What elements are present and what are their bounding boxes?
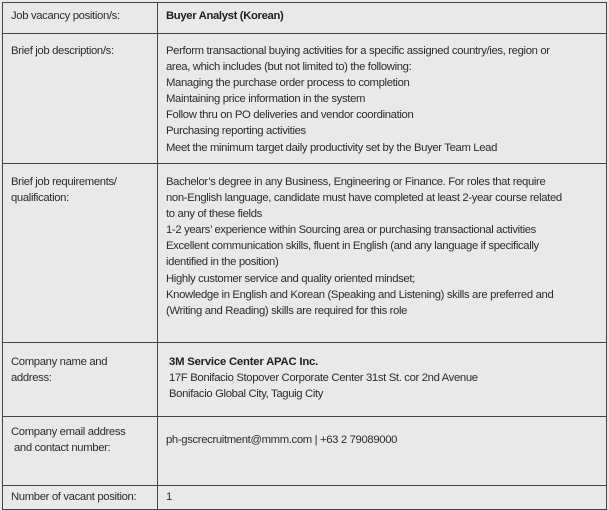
table-row-description [3, 34, 607, 164]
description-line: Follow thru on PO deliveries and vendor coordination [166, 109, 414, 122]
requirements-line: Excellent communication skills, fluent in English (and any language if specifically [166, 240, 539, 253]
contact-value: ph-gscrecruitment@mmm.com | +63 2 79089000 [158, 417, 607, 486]
description-line: Maintaining price information in the system [166, 93, 366, 106]
description-line: area, which includes (but not limited to) the following: [166, 61, 412, 74]
description-line: Meet the minimum target daily productivity set by the Buyer Team Lead [166, 141, 498, 154]
requirements-line: identified in the position) [166, 256, 279, 269]
table-row-position [3, 3, 607, 34]
description-line: Perform transactional buying activities for a specific assigned country/ies, region or [166, 45, 550, 57]
table-row-vacancies [3, 486, 607, 510]
description-value [158, 34, 607, 164]
requirements-line: Bachelor’s degree in any Business, Engineering or Finance. For roles that require [166, 176, 546, 188]
company-value [158, 343, 607, 417]
description-line: Purchasing reporting activities [166, 125, 306, 138]
requirements-label-line: Brief job requirements/ [11, 176, 117, 188]
table-row-requirements [3, 164, 607, 343]
description-line: Managing the purchase order process to completion [166, 77, 410, 90]
company-name: 3M Service Center APAC Inc. [169, 356, 319, 368]
contact-label-line: Company email address [11, 426, 126, 438]
position-label: Job vacancy position/s: [3, 3, 158, 34]
company-label: Company name and address: [3, 343, 158, 417]
requirements-line: Knowledge in English and Korean (Speaking and Listening) skills are preferred and [166, 288, 554, 301]
requirements-line: Highly customer service and quality oriented mindset; [166, 272, 415, 285]
requirements-line: 1-2 years’ experience within Sourcing area or purchasing transactional activities [166, 224, 536, 237]
requirements-label [3, 164, 158, 343]
requirements-value [158, 164, 607, 343]
vacancies-label: Number of vacant position: [3, 486, 158, 510]
description-label: Brief job description/s: [3, 34, 158, 164]
contact-label-line: and contact number: [14, 442, 111, 455]
vacancies-value: 1 [158, 486, 607, 510]
table-row-company [3, 343, 607, 417]
contact-label [3, 417, 158, 486]
requirements-label-line: qualification: [11, 192, 69, 205]
requirements-line: to any of these fields [166, 208, 262, 221]
position-value: Buyer Analyst (Korean) [158, 3, 607, 34]
company-address-line: 17F Bonifacio Stopover Corporate Center 31st St. cor 2nd Avenue [169, 372, 478, 385]
company-address-line: Bonifacio Global City, Taguig City [169, 388, 324, 401]
requirements-line: (Writing and Reading) skills are required for this role [166, 304, 408, 317]
requirements-line: non-English language, candidate must have completed at least 2-year course related [166, 192, 562, 205]
job-vacancy-table [2, 2, 607, 510]
table-row-contact [3, 417, 607, 486]
